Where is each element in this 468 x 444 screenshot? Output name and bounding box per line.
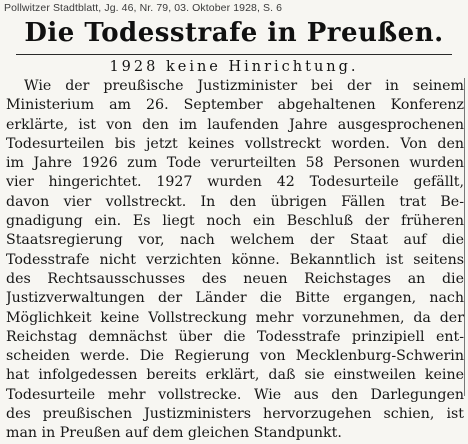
source-citation: Pollwitzer Stadtblatt, Jg. 46, Nr. 79, 03. Oktober 1928, S. 6: [4, 2, 283, 14]
article-line: erklärte, ist von den im laufenden Jahre ausgesprochenen: [6, 116, 464, 133]
headline: Die Todesstrafe in Preußen.: [24, 18, 444, 48]
article-line: Todesstrafe nicht verzichten könne. Bekanntlich ist seitens: [6, 251, 464, 268]
article-line: des Rechtsausschusses des neuen Reichstages an die: [6, 270, 464, 287]
article-line: Ministerium am 26. September abgehaltenen Konferenz: [6, 97, 464, 114]
subheadline: 1928 keine Hinrichtung.: [109, 59, 359, 75]
article-line: man in Preußen auf dem gleichen Standpunkt.: [6, 425, 342, 442]
article-line: Möglichkeit keine Vollstreckung mehr vorzunehmen, da der: [6, 309, 464, 326]
article-line: Justizverwaltungen der Länder die Bitte ergangen, nach: [6, 290, 464, 307]
article-line: im Jahre 1926 zum Tode verurteilten 58 Personen wurden: [6, 155, 464, 172]
article-line: Staatsregierung vor, nach welchem der Staat auf die: [6, 232, 464, 249]
column-edge: [464, 78, 465, 396]
article-line: des preußischen Justizministers hervorzugehen schien, ist: [6, 406, 464, 423]
article-body: [6, 77, 464, 444]
headline-divider: [16, 54, 452, 55]
article-line: scheiden werde. Die Regierung von Mecklenburg-Schwerin: [6, 348, 464, 365]
article-line: Todesurteilen bis jetzt keines vollstreckt worden. Von den: [6, 135, 464, 152]
article-line: davon vier vollstreckt. In den übrigen Fällen trat Be-: [6, 193, 464, 210]
article-line: gnadigung ein. Es liegt noch ein Beschluß der früheren: [6, 213, 464, 230]
article-line: Wie der preußische Justizminister bei der in seinem: [24, 78, 464, 94]
article-line: hat infolgedessen bereits erklärt, daß sie einstweilen keine: [6, 367, 464, 384]
article-line: vier hingerichtet. 1927 wurden 42 Todesurteile gefällt,: [6, 174, 464, 191]
article-line: Reichstag demnächst über die Todesstrafe prinzipiell ent-: [6, 328, 464, 345]
article-line: Todesurteile mehr vollstrecke. Wie aus den Darlegungen: [6, 386, 464, 403]
